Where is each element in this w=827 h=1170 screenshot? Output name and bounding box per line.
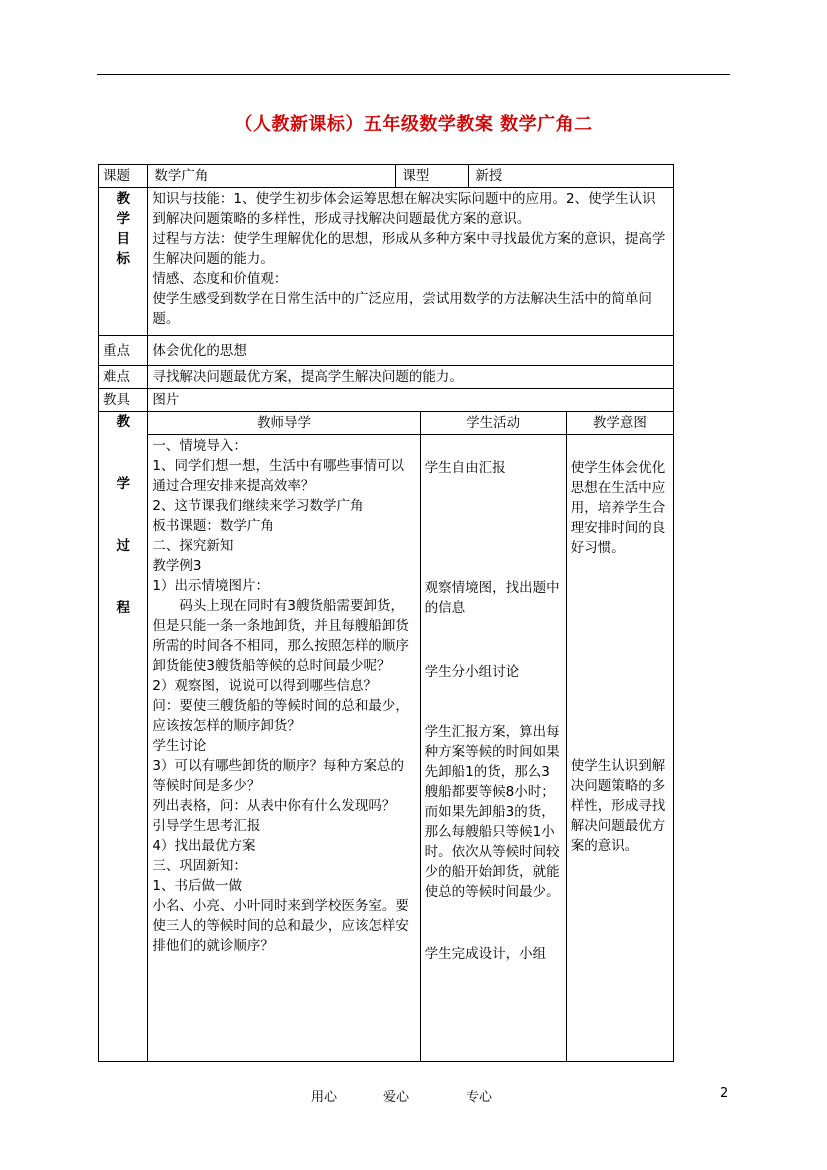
table-row-difficulty	[99, 366, 674, 389]
teacher-column	[148, 435, 420, 1062]
teacher-line: 2、这节课我们继续来学习数学广角	[152, 498, 364, 514]
teacher-line: 小名、小亮、小叶同时来到学校医务室。要使三人的等候时间的总和最少，应该怎样安排他们的就诊顺序？	[152, 898, 409, 954]
teacher-line: 问：要使三艘货船的等候时间的总和最少，应该按怎样的顺序卸货？	[152, 698, 409, 734]
footer-left: 用心	[311, 1090, 338, 1105]
teacher-line: 码头上现在同时有3艘货船需要卸货，但是只能一条一条地卸货，并且每艘船卸货所需的时间各不相同，那么按照怎样的顺序卸货能使3艘货船等候的总时间最少呢？	[152, 598, 409, 674]
lesson-plan-table	[98, 164, 674, 1062]
student-line: 学生汇报方案，算出每种方案等候的时间如果先卸船1的货，那么3艘船都要等候8小时；而如果先卸船3的货，那么每艘船只等候1小时。依次从等候时间较少的船开始卸货，就能使总的等候时间最少。	[424, 724, 560, 900]
key-value: 体会优化的思想	[148, 336, 674, 366]
objective-process: 过程与方法：使学生理解优化的思想，形成从多种方案中寻找最优方案的意识，提高学生解决问题的能力。	[152, 231, 666, 267]
teacher-line: 三、巩固新知：	[152, 858, 247, 874]
table-row-process-headers	[99, 412, 674, 435]
type-label: 课型	[396, 165, 469, 187]
student-line: 学生自由汇报	[424, 460, 506, 476]
table-row-objectives	[99, 188, 674, 336]
teacher-line: 二、探究新知	[152, 538, 234, 554]
topic-value: 数学广角	[148, 165, 396, 187]
page-title: （人教新课标）五年级数学教案 数学广角二	[234, 114, 593, 135]
tools-value: 图片	[148, 389, 674, 412]
footer-right: 专心	[466, 1090, 493, 1105]
teacher-line: 引导学生思考汇报	[152, 818, 261, 834]
header-rule	[97, 74, 730, 75]
student-line: 学生完成设计，小组	[424, 946, 547, 962]
table-row-topic	[99, 165, 674, 188]
objectives-label: 教 学 目 标	[99, 188, 148, 336]
difficulty-value: 寻找解决问题最优方案，提高学生解决问题的能力。	[148, 366, 674, 389]
student-line: 观察情境图，找出题中的信息	[424, 580, 560, 616]
teacher-line: 1、书后做一做	[152, 878, 242, 894]
process-label: 教 学 过 程	[99, 412, 148, 1062]
student-column	[420, 435, 566, 1062]
objective-knowledge: 知识与技能：1、使学生初步体会运筹思想在解决实际问题中的应用。2、使学生认识到解决问题策略的多样性，形成寻找解决问题最优方案的意识。	[152, 191, 656, 227]
objective-attitude-heading: 情感、态度和价值观：	[152, 271, 288, 287]
intent-line: 使学生体会优化思想在生活中应用，培养学生合理安排时间的良好习惯。	[570, 460, 666, 556]
tools-label: 教具	[99, 389, 148, 412]
topic-label: 课题	[99, 165, 148, 188]
teacher-line: 板书课题：数学广角	[152, 518, 274, 534]
difficulty-label: 难点	[99, 366, 148, 389]
teacher-line: 列出表格，问：从表中你有什么发现吗？	[152, 798, 396, 814]
page-number: 2	[720, 1086, 729, 1101]
objectives-content	[148, 188, 674, 336]
teacher-line: 学生讨论	[152, 738, 207, 754]
objective-attitude: 使学生感受到数学在日常生活中的广泛应用，尝试用数学的方法解决生活中的简单问题。	[152, 291, 652, 327]
teacher-line: 教学例3	[152, 558, 202, 574]
type-value: 新授	[475, 168, 503, 184]
table-row-process-content	[99, 435, 674, 1062]
footer-middle: 爱心	[383, 1090, 410, 1105]
student-line: 学生分小组讨论	[424, 664, 520, 680]
table-row-tools	[99, 389, 674, 412]
intent-column	[566, 435, 673, 1062]
header-intent: 教学意图	[566, 412, 673, 435]
teacher-line: 2）观察图，说说可以得到哪些信息？	[152, 678, 377, 694]
teacher-line: 一、情境导入：	[152, 438, 247, 454]
teacher-line: 1）出示情境图片：	[152, 578, 269, 594]
teacher-line: 3）可以有哪些卸货的顺序？每种方案总的等候时间是多少？	[152, 758, 404, 794]
header-student: 学生活动	[420, 412, 566, 435]
table-row-key	[99, 336, 674, 366]
teacher-line: 1、同学们想一想，生活中有哪些事情可以通过合理安排来提高效率？	[152, 458, 404, 494]
key-label: 重点	[99, 336, 148, 366]
header-teacher: 教师导学	[148, 412, 420, 435]
intent-line: 使学生认识到解决问题策略的多样性，形成寻找解决问题最优方案的意识。	[570, 758, 666, 854]
teacher-line: 4）找出最优方案	[152, 838, 256, 854]
